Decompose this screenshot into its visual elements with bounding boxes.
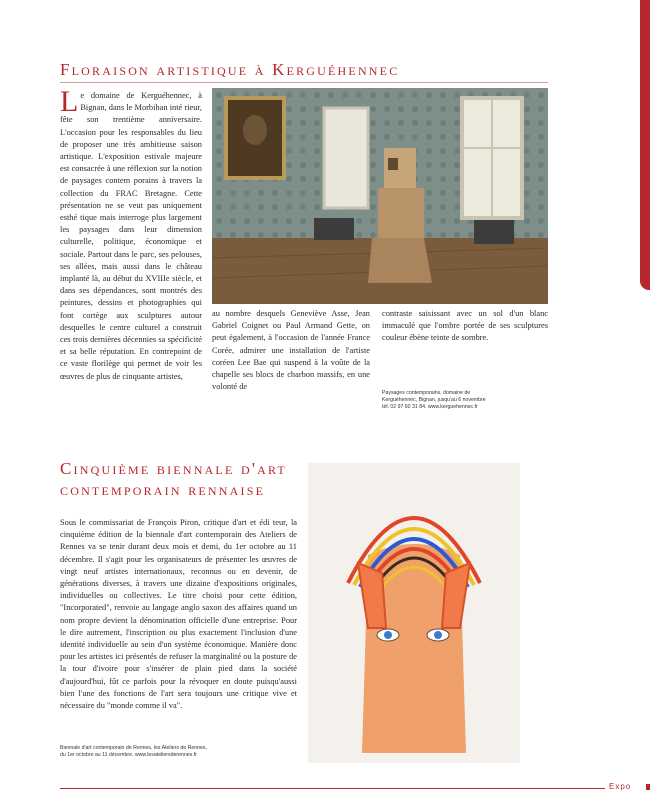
caption-line: du 1er octobre au 11 décembre. www.lesateliersderennes.fr: [60, 752, 197, 758]
article-column-biennale: [60, 517, 297, 712]
biennale-caption: [60, 745, 297, 759]
article-text-biennale: Sous le commissariat de François Piron, critique d'art et édi teur, la cinquième édition de la biennale d'art contemporain des Ateliers de Rennes va se tenir durant deux mois et demi, du 1er octobre au 11 décembre. Il s'agit pour les organisateurs de présenter les œuvres de vingt neuf artistes internationaux, reconnus ou en devenir, de générations diverses, à travers une dizaine d'expositions originales, individuelles ou collectives. Le titre choisi pour cette édition, "Incorporated", renvoie au langage anglo saxon des affaires quand un nom propre devient la dénomination officielle d'une entreprise. Pour le dire autrement, l'inscription ou plus exactement l'inclusion d'une identité individuelle au sein d'un système économique. Manière donc pour les artistes ici présentés de refuser la marginalité ou la posture de la tour d'ivoire pour s'insérer de plain pied dans la société d'aujourd'hui, fût ce parfois pour la révoquer en doute puisqu'aussi bien l'une des fonctions de l'art sera toujours une critique vive et nécessaire du "monde comme il va".: [60, 518, 297, 711]
caption-line: Biennale d'art contemporain de Rennes, les Ateliers de Rennes,: [60, 745, 207, 751]
caption-line: Paysages contemporains, domaine de: [382, 390, 471, 396]
article-text-2: au nombre desquels Geneviève Asse, Jean Gabriel Coignet ou Paul Armand Gette, on peut également, à l'occasion de l'année France Corée, admirer une installation de l'artiste coréen Lee Bae qui suspend à la voûte de la chapelle ses blocs de charbon massifs, en une volonté de: [212, 309, 370, 392]
title-line: Cinquième biennale d'art: [60, 459, 287, 478]
article-column-1: [60, 85, 202, 383]
article-column-2: [212, 308, 370, 393]
title-underline: [60, 82, 548, 83]
article-column-3: [382, 308, 548, 345]
title-line: contemporain rennaise: [60, 480, 266, 499]
section-title-biennale: [60, 458, 320, 500]
drop-cap: L: [60, 85, 79, 118]
footer-rule: [60, 788, 605, 789]
exhibition-caption: [382, 390, 548, 411]
footer-marker: [646, 784, 650, 790]
article-text-3: contraste saisissant avec un sol d'un blanc immaculé que l'ombre portée de ses sculptures couleur ébène teinte de sombre.: [382, 309, 548, 343]
face-drawing-artwork: [308, 463, 520, 763]
exhibition-room-photo: [212, 88, 548, 304]
caption-line: tél. 02 97 60 31 84. www.kerguehennec.fr: [382, 404, 478, 410]
article-paragraph: [60, 85, 202, 383]
section-tab: [640, 0, 650, 290]
section-title-kerguehennec: Floraison artistique à Kerguéhennec: [60, 60, 400, 79]
article-text-1: e domaine de Kerguéhennec, à Bignan, dans le Morbihan inté rieur, fête son trentième anniversaire. L'occasion pour les responsables du lieu de proposer une très ambitieuse saison artistique. L'exposition estivale majeure est consacrée à une réflexion sur la notion de paysages contem porains à travers la collection du FRAC Bretagne. Cette présentation ne se veut pas uniquement esthé tique mais interroge plus largement les paysages dans leur dimension culturelle, politique, économique et sociale. Partout dans le parc, ses pelouses, ses allées, mais aussi dans le château implanté là, au début du XVIIIe siècle, et dans ses dépendances, sont montrés des peintures, dessins et photographies qui font cortège aux sculptures autour desquelles le centre culturel a construit ces trois dernières décennies sa spécificité et sa belle réputation. En contrepoint de ce vaste florilège qui permet de voir les œuvres de plus de cinquante artistes,: [60, 91, 202, 381]
caption-line: Kerguéhennec, Bignan, jusqu'au 6 novembre: [382, 397, 486, 403]
footer-section-label: Expo: [609, 782, 632, 791]
